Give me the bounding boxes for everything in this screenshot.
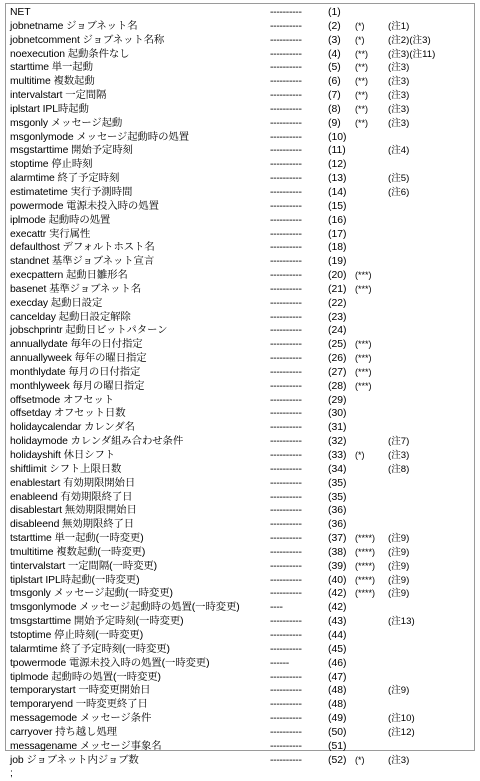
row-dash: ---------- [270, 588, 302, 600]
row-dash: ---------- [270, 353, 302, 365]
row-num: (1) [328, 7, 341, 18]
definition-row [6, 449, 474, 463]
row-name: disableend 無効期限終了日 [10, 519, 135, 531]
row-name: msgonlymode メッセージ起動時の処置 [10, 131, 189, 143]
definition-row [6, 560, 474, 574]
row-flag: (**) [355, 103, 368, 114]
row-name: NET [10, 7, 31, 18]
definition-row [6, 532, 474, 546]
row-name: iplstart IPL時起動 [10, 103, 89, 115]
row-name: tiplmode 起動時の処置(一時変更) [10, 671, 161, 683]
row-num: (37) [328, 533, 347, 545]
row-dash: ---------- [270, 394, 302, 406]
row-note: (注9) [388, 588, 410, 600]
row-num: (32) [328, 436, 347, 448]
definition-row [6, 34, 474, 48]
definition-row [6, 20, 474, 34]
row-num: (26) [328, 353, 347, 365]
row-num: (11) [328, 145, 346, 157]
definition-row [6, 352, 474, 366]
definition-row [6, 643, 474, 657]
definition-row [6, 103, 474, 117]
row-dash: ---------- [270, 325, 302, 337]
definition-listing [5, 3, 475, 780]
row-num: (35) [328, 477, 347, 489]
row-dash: ---------- [270, 643, 302, 655]
definition-row [6, 394, 474, 408]
definition-row [6, 200, 474, 214]
row-dash: ---------- [270, 380, 302, 392]
row-flag: (*) [355, 450, 365, 460]
row-note: (注2)(注3) [388, 34, 431, 46]
row-dash: ---------- [270, 117, 302, 129]
row-note: (注3)(注11) [388, 48, 436, 60]
row-dash: ---------- [270, 366, 302, 378]
row-dash: ---------- [270, 48, 302, 60]
row-dash: ---------- [270, 505, 302, 517]
row-name: starttime 単一起動 [10, 62, 93, 74]
row-num: (12) [328, 159, 347, 171]
row-name: defaulthost デフォルトホスト名 [10, 242, 155, 254]
row-dash: ---------- [270, 477, 302, 489]
row-num: (6) [328, 76, 341, 88]
row-num: (33) [328, 450, 347, 461]
row-name: monthlyweek 毎月の曜日指定 [10, 380, 145, 392]
row-name: annuallyweek 毎年の曜日指定 [10, 353, 147, 365]
row-name: enableend 有効期限終了日 [10, 491, 133, 503]
row-name: jobnetcomment ジョブネット名称 [10, 34, 165, 46]
row-name: jobnetname ジョブネット名 [10, 20, 138, 32]
row-flag: (**) [355, 62, 368, 73]
row-dash: ---------- [270, 491, 302, 503]
row-note: (注8) [388, 463, 410, 475]
row-dash: ---------- [270, 200, 302, 212]
definition-row [6, 712, 474, 726]
row-num: (35) [328, 491, 347, 503]
row-name: jobschprintr 起動日ビットパターン [10, 325, 168, 337]
row-num: (2) [328, 20, 341, 32]
row-num: (30) [328, 408, 347, 420]
row-dash: ---------- [270, 145, 302, 157]
definition-row [6, 228, 474, 242]
row-num: (13) [328, 173, 347, 185]
row-name: tiplstart IPL時起動(一時変更) [10, 574, 140, 586]
row-name: execattr 実行属性 [10, 228, 91, 240]
row-num: (40) [328, 574, 347, 586]
definition-row [6, 491, 474, 505]
definition-row [6, 671, 474, 685]
row-name: offsetday オフセット日数 [10, 408, 126, 420]
row-num: (47) [328, 671, 347, 683]
row-flag: (**) [355, 48, 368, 59]
row-num: (43) [328, 616, 347, 628]
definition-row [6, 75, 474, 89]
row-note: (注9) [388, 546, 410, 558]
row-name: iplmode 起動時の処置 [10, 214, 111, 226]
row-note: (注3) [388, 117, 410, 129]
row-num: (38) [328, 546, 347, 558]
definition-row [6, 477, 474, 491]
row-name: ; [10, 768, 13, 780]
row-num: (17) [328, 228, 347, 240]
definition-row [6, 615, 474, 629]
definition-row [6, 380, 474, 394]
row-name: shiftlimit シフト上限日数 [10, 463, 122, 475]
definition-row [6, 587, 474, 601]
row-flag: (*) [355, 34, 365, 45]
row-dash: ---------- [270, 34, 302, 46]
row-num: (44) [328, 629, 347, 641]
row-dash: ---------- [270, 422, 302, 434]
row-num: (36) [328, 519, 347, 531]
row-name: tstoptime 停止時刻(一時変更) [10, 629, 144, 641]
definition-row [6, 740, 474, 754]
row-name: stoptime 停止時刻 [10, 159, 93, 171]
row-name: messagename メッセージ事象名 [10, 740, 162, 752]
definition-row [6, 158, 474, 172]
row-dash: ---------- [270, 173, 302, 185]
row-name: carryover 持ち越し処理 [10, 726, 117, 738]
row-num: (48) [328, 685, 347, 697]
definition-row [6, 269, 474, 283]
row-dash: ---------- [270, 713, 302, 725]
row-dash: ---------- [270, 297, 302, 309]
row-name: temporarystart 一時変更開始日 [10, 685, 151, 697]
row-flag: (****) [355, 546, 376, 557]
row-flag: (****) [355, 560, 376, 571]
row-name: powermode 電源未投入時の処置 [10, 200, 159, 212]
row-name: tstarttime 単一起動(一時変更) [10, 533, 144, 545]
row-name: messagemode メッセージ条件 [10, 713, 152, 725]
definition-row [6, 117, 474, 131]
row-dash: ---- [270, 602, 283, 614]
row-num: (34) [328, 463, 347, 475]
row-dash: ---------- [270, 214, 302, 226]
definition-row [6, 726, 474, 740]
row-name: job ジョブネット内ジョブ数 [10, 754, 139, 766]
row-dash: ---------- [270, 228, 302, 240]
row-flag: (****) [355, 533, 376, 544]
row-name: alarmtime 終了予定時刻 [10, 173, 120, 185]
row-note: (注3) [388, 450, 410, 461]
row-num: (42) [328, 602, 347, 614]
definition-row [6, 283, 474, 297]
definition-row [6, 297, 474, 311]
row-num: (14) [328, 186, 347, 198]
row-num: (39) [328, 560, 347, 572]
definition-row [6, 311, 474, 325]
row-dash: ---------- [270, 726, 302, 738]
row-name: talarmtime 終了予定時刻(一時変更) [10, 643, 170, 655]
row-name: execpattern 起動日雛形名 [10, 270, 128, 282]
row-flag: (*) [355, 754, 365, 765]
row-num: (48) [328, 699, 347, 711]
row-note: (注10) [388, 713, 415, 725]
definition-row [6, 435, 474, 449]
row-num: (5) [328, 62, 341, 74]
definition-row [6, 574, 474, 588]
definition-row [6, 214, 474, 228]
row-num: (25) [328, 339, 347, 351]
row-name: tmultitime 複数起動(一時変更) [10, 546, 146, 558]
row-name: tpowermode 電源未投入時の処置(一時変更) [10, 657, 210, 669]
row-dash: ---------- [270, 560, 302, 572]
row-num: (27) [328, 366, 347, 378]
row-name: holidaymode カレンダ組み合わせ条件 [10, 436, 184, 448]
row-dash: ---------- [270, 533, 302, 545]
row-num: (3) [328, 34, 341, 46]
row-dash: ---------- [270, 283, 302, 295]
row-dash: ---------- [270, 408, 302, 420]
row-num: (4) [328, 48, 341, 60]
definition-row [6, 421, 474, 435]
row-name: msgstarttime 開始予定時刻 [10, 145, 133, 157]
row-name: annuallydate 毎年の日付指定 [10, 339, 143, 351]
row-dash: ---------- [270, 754, 302, 766]
row-dash: ---------- [270, 546, 302, 558]
definition-row [6, 601, 474, 615]
row-dash: ---------- [270, 20, 302, 32]
definition-row [6, 338, 474, 352]
row-dash: ---------- [270, 131, 302, 143]
row-dash: ---------- [270, 450, 302, 461]
row-dash: ---------- [270, 574, 302, 586]
row-name: basenet 基準ジョブネット名 [10, 283, 142, 295]
row-dash: ---------- [270, 463, 302, 475]
definition-row [6, 61, 474, 75]
row-note: (注3) [388, 103, 410, 115]
row-flag: (***) [355, 366, 372, 377]
row-num: (24) [328, 325, 347, 337]
row-note: (注7) [388, 436, 410, 448]
row-num: (52) [328, 754, 347, 766]
row-num: (7) [328, 90, 341, 102]
definition-row [6, 546, 474, 560]
definition-row [6, 241, 474, 255]
row-note: (注3) [388, 62, 410, 74]
definition-row [6, 144, 474, 158]
row-dash: ---------- [270, 685, 302, 697]
row-note: (注9) [388, 533, 410, 545]
row-flag: (*) [355, 20, 365, 31]
row-num: (23) [328, 311, 347, 323]
row-note: (注9) [388, 574, 410, 586]
row-flag: (**) [355, 117, 368, 128]
row-name: temporaryend 一時変更終了日 [10, 699, 148, 711]
row-num: (8) [328, 103, 341, 115]
row-name: monthlydate 毎月の日付指定 [10, 366, 141, 378]
definition-row [6, 6, 474, 20]
definition-row [6, 698, 474, 712]
row-name: cancelday 起動日設定解除 [10, 311, 131, 323]
definition-row [6, 518, 474, 532]
definition-row [6, 172, 474, 186]
row-dash: ---------- [270, 699, 302, 711]
definition-row [6, 255, 474, 269]
row-dash: ---------- [270, 436, 302, 448]
definition-row [6, 504, 474, 518]
definition-row [6, 131, 474, 145]
row-flag: (****) [355, 574, 376, 585]
row-name: offsetmode オフセット [10, 394, 115, 406]
row-num: (16) [328, 214, 347, 226]
row-note: (注6) [388, 186, 410, 198]
row-name: multitime 複数起動 [10, 76, 95, 88]
row-dash: ---------- [270, 103, 302, 115]
row-dash: ---------- [270, 7, 302, 18]
row-flag: (***) [355, 283, 372, 294]
row-dash: ---------- [270, 671, 302, 683]
row-name: intervalstart 一定間隔 [10, 90, 107, 102]
row-num: (21) [328, 283, 347, 295]
row-dash: ---------- [270, 76, 302, 88]
row-note: (注1) [388, 20, 410, 32]
definition-row [6, 407, 474, 421]
row-num: (18) [328, 242, 347, 254]
row-num: (10) [328, 131, 347, 143]
row-name: holidayshift 休日シフト [10, 450, 116, 461]
row-dash: ---------- [270, 242, 302, 254]
row-note: (注9) [388, 560, 410, 572]
definition-row [6, 463, 474, 477]
row-dash: ---------- [270, 62, 302, 74]
row-num: (20) [328, 270, 347, 282]
row-note: (注3) [388, 76, 410, 88]
row-dash: ------ [270, 657, 289, 669]
row-dash: ---------- [270, 90, 302, 102]
definition-row [6, 48, 474, 62]
row-note: (注4) [388, 145, 410, 157]
definition-row [6, 629, 474, 643]
row-flag: (**) [355, 76, 368, 87]
row-num: (15) [328, 200, 347, 212]
row-dash: ---------- [270, 186, 302, 198]
row-dash: ---------- [270, 629, 302, 641]
row-name: msgonly メッセージ起動 [10, 117, 123, 129]
row-note: (注12) [388, 726, 415, 738]
row-note: (注3) [388, 90, 410, 102]
row-flag: (**) [355, 90, 368, 101]
row-flag: (****) [355, 588, 376, 599]
definition-row [6, 89, 474, 103]
row-num: (46) [328, 657, 347, 669]
row-flag: (***) [355, 339, 372, 350]
row-name: tmsgonlymode メッセージ起動時の処置(一時変更) [10, 602, 240, 614]
row-name: execday 起動日設定 [10, 297, 103, 309]
row-num: (49) [328, 713, 347, 725]
row-num: (50) [328, 726, 347, 738]
row-name: tintervalstart 一定間隔(一時変更) [10, 560, 158, 572]
row-note: (注5) [388, 173, 410, 185]
row-num: (19) [328, 256, 347, 268]
row-num: (42) [328, 588, 347, 600]
row-dash: ---------- [270, 311, 302, 323]
row-num: (22) [328, 297, 347, 309]
row-flag: (***) [355, 380, 372, 391]
row-flag: (***) [355, 270, 372, 281]
row-dash: ---------- [270, 256, 302, 268]
row-num: (45) [328, 643, 347, 655]
row-name: standnet 基準ジョブネット宣言 [10, 256, 155, 268]
row-name: noexecution 起動条件なし [10, 48, 130, 60]
row-dash: ---------- [270, 616, 302, 628]
row-name: tmsgonly メッセージ起動(一時変更) [10, 588, 173, 600]
row-dash: ---------- [270, 339, 302, 351]
row-num: (36) [328, 505, 347, 517]
row-note: (注13) [388, 616, 415, 628]
row-note: (注3) [388, 754, 410, 766]
row-name: tmsgstarttime 開始予定時刻(一時変更) [10, 616, 184, 628]
definition-rows [6, 6, 474, 781]
row-num: (29) [328, 394, 347, 406]
row-num: (31) [328, 422, 347, 434]
row-note: (注9) [388, 685, 410, 697]
row-name: holidaycalendar カレンダ名 [10, 422, 135, 434]
definition-row [6, 767, 474, 781]
definition-row [6, 684, 474, 698]
row-name: estimatetime 実行予測時間 [10, 186, 133, 198]
definition-row [6, 186, 474, 200]
row-dash: ---------- [270, 740, 302, 752]
row-dash: ---------- [270, 270, 302, 282]
row-num: (28) [328, 380, 347, 392]
row-dash: ---------- [270, 519, 302, 531]
row-num: (9) [328, 117, 341, 129]
row-num: (51) [328, 740, 347, 752]
row-flag: (***) [355, 353, 372, 364]
definition-row [6, 324, 474, 338]
row-name: disablestart 無効期限開始日 [10, 505, 137, 517]
row-dash: ---------- [270, 159, 302, 171]
row-name: enablestart 有効期限開始日 [10, 477, 136, 489]
definition-row [6, 366, 474, 380]
definition-row [6, 657, 474, 671]
